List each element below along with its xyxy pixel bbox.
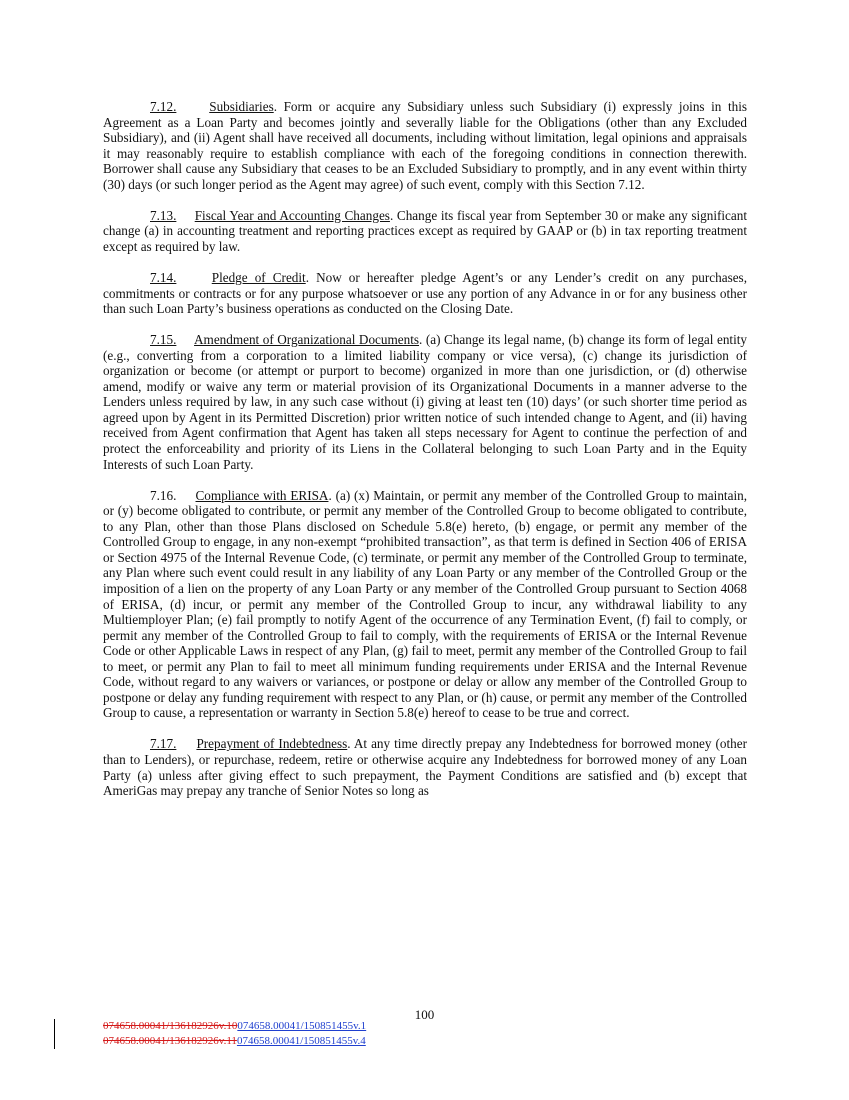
- section-title: Amendment of Organizational Documents: [194, 332, 419, 348]
- section-text: . Change its fiscal year from September 30 or make any significant change (a) in accounting treatment and reporting practices except as required by GAAP or (b) in tax reporting treatment except as required by law.: [103, 207, 747, 254]
- section-title: Prepayment of Indebtedness: [196, 736, 348, 752]
- section-text: . (a) (x) Maintain, or permit any member of the Controlled Group to maintain, or (y) become obligated to contribute, or permit any member of the Controlled Group to become obligated to contribute, to any Plan, other than those Plans disclosed on Schedule 5.8(e) hereto, (b) engage, or permit any member of the Controlled Group to engage, in any non-exempt “prohibited transaction”, as that term is defined in Section 406 of ERISA or Section 4975 of the Internal Revenue Code, (c) terminate, or permit any member of the Controlled Group to terminate, any Plan where such event could result in any liability of any Loan Party or any member of the Controlled Group or the imposition of a lien on the property of any Loan Party or any member of the Controlled Group pursuant to Section 4068 of ERISA, (d) incur, or permit any member of the Controlled Group to incur, any withdrawal liability to any Multiemployer Plan; (e) fail promptly to notify Agent of the occurrence of any Termination Event, (f) fail to comply, or permit any member of the Controlled Group to fail to comply, with the requirements of ERISA or the Internal Revenue Code or other Applicable Laws in respect of any Plan, (g) fail to meet, permit any member of the Controlled Group to fail to meet, or permit any Plan to fail to meet all minimum funding requirements under ERISA and the Internal Revenue Code, without regard to any waivers or variances, or postpone or delay or allow any member of the Controlled Group to postpone or delay any funding requirement with respect to any Plan, or (h) cause, or permit any member of the Controlled Group to cause, a representation or warranty in Section 5.8(e) hereof to cease to be true and correct.: [103, 487, 747, 721]
- document-id-footer: [103, 1019, 366, 1049]
- section-number: 7.12.: [150, 99, 177, 114]
- deleted-doc-id: 074658.00041/136182926v.11: [103, 1035, 237, 1047]
- page-number: 100: [414, 1007, 435, 1022]
- section-number: 7.14.: [150, 270, 177, 286]
- section-number: 7.15.: [150, 332, 177, 348]
- section-7-15: [103, 332, 747, 472]
- section-7-13: [103, 208, 747, 255]
- section-7-16: [103, 488, 747, 721]
- section-7-14: [103, 270, 747, 317]
- section-text: . At any time directly prepay any Indebtedness for borrowed money (other than to Lenders), or repurchase, redeem, retire or otherwise acquire any Indebtedness for borrowed money of any Loan Party (a) unless after giving effect to such prepayment, the Payment Conditions are satisfied and (b) except that AmeriGas may prepay any tranche of Senior Notes so long as: [103, 736, 748, 799]
- section-text: . Form or acquire any Subsidiary unless such Subsidiary (i) expressly joins in this Agreement as a Loan Party and becomes jointly and severally liable for the Obligations (other than any Excluded Subsidiary), and (ii) Agent shall have received all documents, including without limitation, legal opinions and appraisals it may reasonably require to establish compliance with each of the foregoing conditions in connection therewith. Borrower shall cause any Subsidiary that ceases to be an Excluded Subsidiary to promptly, and in any event within thirty (30) days (or such longer period as the Agent may agree) of such event, comply with this Section 7.12.: [103, 99, 748, 192]
- section-7-17: [103, 736, 747, 798]
- section-7-12: [103, 99, 747, 192]
- section-title: Fiscal Year and Accounting Changes: [194, 207, 390, 223]
- inserted-doc-id: 074658.00041/150851455v.1: [237, 1020, 367, 1032]
- section-title: Subsidiaries: [209, 99, 274, 114]
- inserted-doc-id: 074658.00041/150851455v.4: [236, 1035, 366, 1047]
- deleted-doc-id: 074658.00041/136182926v.10: [103, 1020, 238, 1032]
- section-number: 7.16.: [150, 487, 177, 503]
- section-text: . Now or hereafter pledge Agent’s or any Lender’s credit on any purchases, commitments or contracts or for any purpose whatsoever or use any portion of any Advance in or for any business other than such Loan Party’s business operations as conducted on the Closing Date.: [103, 270, 747, 317]
- document-body: [103, 99, 747, 799]
- revision-bar: [54, 1019, 55, 1049]
- doc-id-line-2: [103, 1034, 366, 1049]
- section-text: . (a) Change its legal name, (b) change its form of legal entity (e.g., converting from a corporation to a limited liability company or vice versa), (c) change its jurisdiction of organization or become (or attempt or purport to become) organized in more than one jurisdiction, or (d) otherwise amend, modify or waive any term or material provision of its Organizational Documents in a manner adverse to the Lenders unless required by law, in any such case without (i) giving at least ten (10) days’ (or such shorter time period as agreed upon by Agent in its Permitted Discretion) prior written notice of such intended change to Agent, and (ii) having received from Agent confirmation that Agent has taken all steps necessary for Agent to continue the perfection of and protect the enforceability and priority of its Liens in the Collateral belonging to such Loan Party and in the Equity Interests of such Loan Party.: [103, 332, 747, 472]
- section-title: Compliance with ERISA: [195, 487, 329, 503]
- doc-id-line-1: [103, 1019, 366, 1034]
- section-number: 7.17.: [150, 736, 177, 752]
- section-number: 7.13.: [150, 207, 177, 223]
- section-title: Pledge of Credit: [211, 270, 306, 286]
